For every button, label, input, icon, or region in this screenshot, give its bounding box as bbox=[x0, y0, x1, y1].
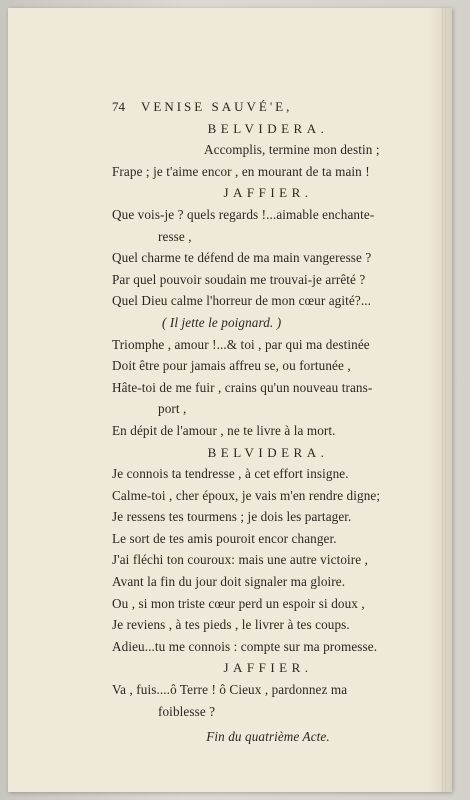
verse-line: port , bbox=[158, 401, 187, 417]
verse-line: Calme-toi , cher époux, je vais m'en rendre digne; bbox=[112, 487, 381, 503]
verse-line: resse , bbox=[158, 228, 192, 244]
running-header bbox=[112, 96, 424, 118]
verse-line: Avant la fin du jour doit signaler ma gloire. bbox=[112, 574, 346, 590]
page-edge-stripes bbox=[442, 8, 448, 792]
verse-line: Accomplis, termine mon destin ; bbox=[204, 142, 380, 158]
verse-line: Le sort de tes amis pouroit encor changer. bbox=[112, 530, 337, 546]
verse-line: Doit être pour jamais affreu se, ou fortunée , bbox=[112, 358, 351, 374]
speaker-name: JAFFIER. bbox=[223, 185, 313, 201]
speaker-name: JAFFIER. bbox=[223, 660, 313, 676]
verse-line: Par quel pouvoir soudain me trouvai-je arrêté ? bbox=[112, 271, 366, 287]
verse-line: Quel Dieu calme l'horreur de mon cœur agité?... bbox=[112, 293, 372, 309]
verse-line: Ou , si mon triste cœur perd un espoir si doux , bbox=[112, 595, 365, 611]
running-title: VENISE SAUVÉ'E, bbox=[141, 99, 293, 114]
verse-line: Adieu...tu me connois : compte sur ma promesse. bbox=[112, 638, 378, 654]
verse-block bbox=[112, 118, 424, 723]
verse-line: Je connois ta tendresse , à cet effort insigne. bbox=[112, 466, 349, 482]
verse-line: Frape ; je t'aime encor , en mourant de ta main ! bbox=[112, 163, 370, 179]
verse-line: Je reviens , à tes pieds , le livrer à tes coups. bbox=[112, 617, 350, 633]
page-text bbox=[112, 96, 424, 748]
page-gutter bbox=[428, 8, 452, 792]
verse-line: J'ai fléchi ton couroux: mais une autre victoire , bbox=[112, 552, 369, 568]
page-number: 74 bbox=[112, 99, 125, 114]
speaker-name: BELVIDERA. bbox=[207, 120, 329, 136]
stage-direction: ( Il jette le poignard. ) bbox=[162, 314, 282, 330]
verse-line: Que vois-je ? quels regards !...aimable enchante- bbox=[112, 206, 375, 222]
verse-line: Va , fuis....ô Terre ! ô Cieux , pardonnez ma bbox=[112, 682, 348, 698]
verse-line: Quel charme te défend de ma main vangeresse ? bbox=[112, 250, 372, 266]
verse-line: Hâte-toi de me fuir , crains qu'un nouveau trans- bbox=[112, 379, 373, 395]
verse-line: foiblesse ? bbox=[158, 703, 216, 719]
act-closing: Fin du quatrième Acte. bbox=[206, 729, 330, 745]
verse-line: Triomphe , amour !...& toi , par qui ma destinée bbox=[112, 336, 370, 352]
verse-line: Je ressens tes tourmens ; je dois les partager. bbox=[112, 509, 352, 525]
speaker-name: BELVIDERA. bbox=[207, 444, 329, 460]
verse-line: En dépit de l'amour , ne te livre à la mort. bbox=[112, 422, 336, 438]
